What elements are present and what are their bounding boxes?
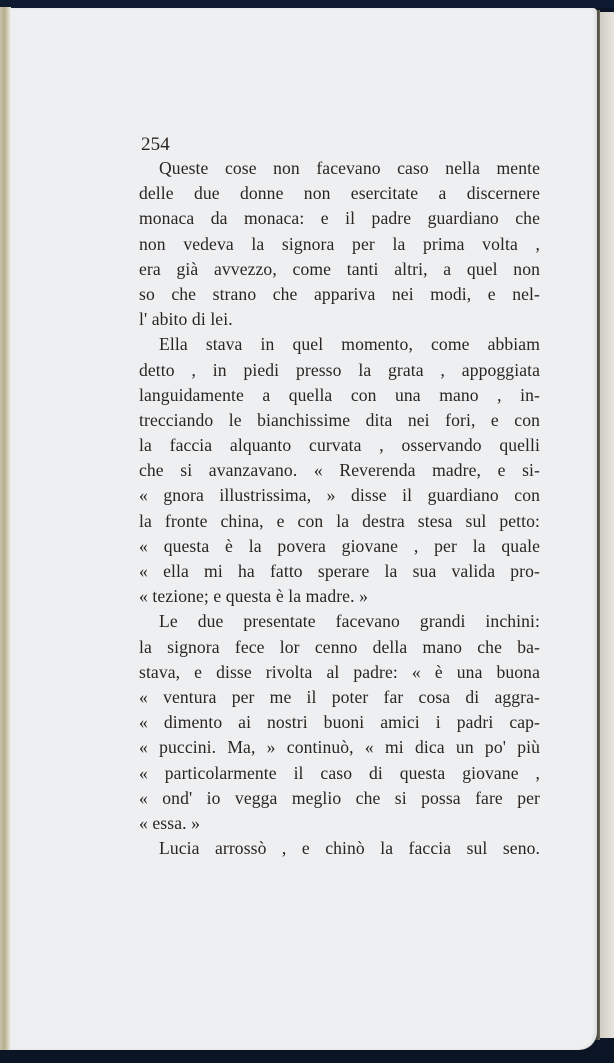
page-number: 254	[141, 134, 170, 155]
scan-background-bottom	[0, 1050, 614, 1063]
text-line: « ond' io vegga meglio che si possa fare per	[139, 787, 540, 808]
text-line: « gnora illustrissima, » disse il guardiano con	[139, 485, 540, 506]
text-line: era già avvezzo, come tanti altri, a quel non	[139, 258, 540, 279]
text-line: Le due presentate facevano grandi inchini:	[159, 611, 540, 632]
text-line: so che strano che appariva nei modi, e nel-	[139, 283, 540, 304]
text-line: detto , in piedi presso la grata , appoggiata	[139, 359, 540, 380]
text-line: « ventura per me il poter far cosa di aggra-	[139, 686, 540, 707]
paragraph-4	[139, 836, 540, 861]
text-line: « particolarmente il caso di questa giovane ,	[139, 762, 540, 783]
page-text	[139, 134, 540, 861]
text-line: trecciando le bianchissime dita nei fori, e con	[139, 409, 540, 430]
text-line: la fronte china, e con la destra stesa sul petto:	[139, 510, 540, 531]
paragraph-1	[139, 156, 540, 332]
text-line: « tezione; e questa è la madre. »	[139, 586, 368, 607]
adjacent-page-edge	[600, 12, 614, 1038]
paragraph-2	[139, 332, 540, 609]
text-line: languidamente a quella con una mano , in-	[139, 384, 540, 405]
text-line: la signora fece lor cenno della mano che ba-	[139, 636, 540, 657]
text-line: che si avanzavano. « Reverenda madre, e si-	[139, 460, 540, 481]
text-line: Ella stava in quel momento, come abbiam	[159, 334, 540, 355]
paragraph-3	[139, 609, 540, 836]
text-line: delle due donne non esercitate a discernere	[139, 183, 540, 204]
text-line: l' abito di lei.	[139, 309, 233, 330]
text-line: non vedeva la signora per la prima volta ,	[139, 233, 540, 254]
text-line: la faccia alquanto curvata , osservando quelli	[139, 435, 540, 456]
text-line: monaca da monaca: e il padre guardiano che	[139, 208, 540, 229]
text-line: « essa. »	[139, 812, 201, 833]
text-line: Lucia arrossò , e chinò la faccia sul seno.	[159, 838, 540, 859]
text-line: « questa è la povera giovane , per la quale	[139, 535, 540, 556]
scan-background-top	[0, 0, 614, 8]
text-line: « dimento ai nostri buoni amici i padri cap-	[139, 712, 540, 733]
text-line: Queste cose non facevano caso nella mente	[159, 158, 540, 178]
text-line: stava, e disse rivolta al padre: « è una buona	[139, 661, 540, 682]
text-line: « ella mi ha fatto sperare la sua valida pro-	[139, 561, 540, 581]
text-line: « puccini. Ma, » continuò, « mi dica un po' più	[139, 737, 540, 758]
